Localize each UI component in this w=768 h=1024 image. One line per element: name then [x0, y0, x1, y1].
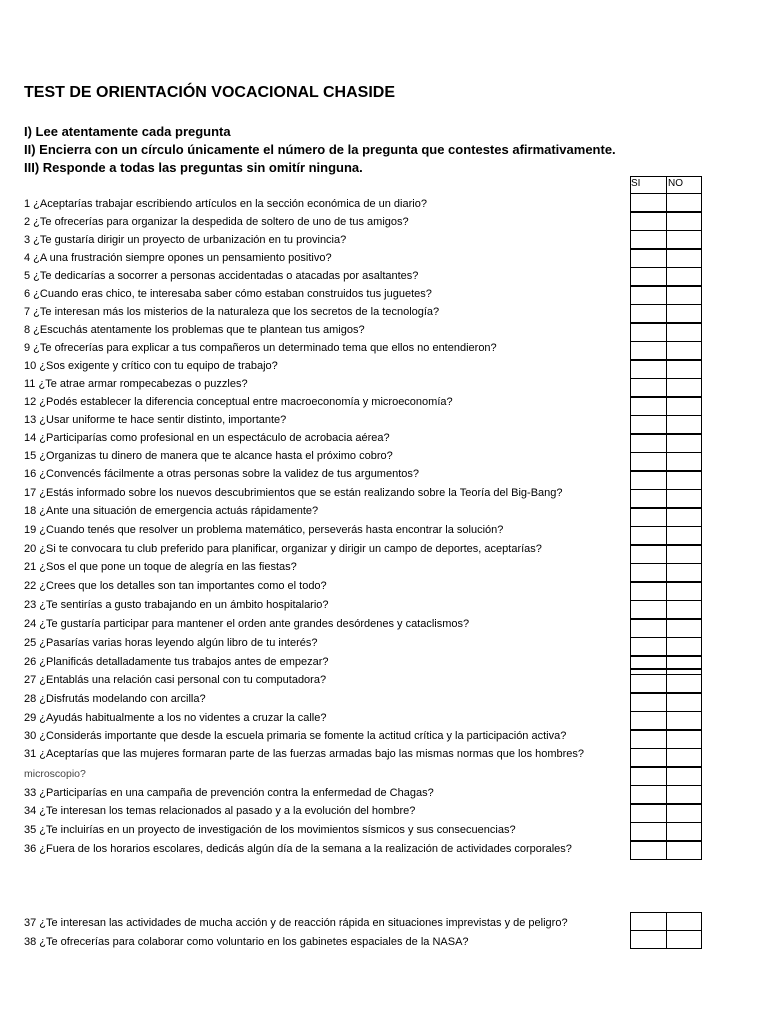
answer-cell-si[interactable]	[630, 193, 667, 212]
question-item: 29 ¿Ayudás habitualmente a los no videntes a cruzar la calle?	[24, 712, 327, 724]
question-item: 5 ¿Te dedicarías a socorrer a personas accidentadas o atacadas por asaltantes?	[24, 270, 419, 282]
instruction-2: II) Encierra con un círculo únicamente el número de la pregunta que contestes afirmativamente.	[24, 142, 616, 157]
answer-cell-no[interactable]	[666, 360, 702, 379]
answer-cell-si[interactable]	[630, 693, 667, 712]
answer-cell-no[interactable]	[666, 693, 702, 712]
question-item: 23 ¿Te sentirías a gusto trabajando en un ámbito hospitalario?	[24, 599, 329, 611]
answer-cell-no[interactable]	[666, 304, 702, 323]
answer-cell-no[interactable]	[666, 249, 702, 268]
answer-cell-si[interactable]	[630, 286, 667, 305]
answer-cell-no[interactable]	[666, 656, 702, 675]
answer-cell-no[interactable]	[666, 212, 702, 231]
question-item: 25 ¿Pasarías varias horas leyendo algún libro de tu interés?	[24, 637, 318, 649]
answer-cell-si[interactable]	[630, 397, 667, 416]
answer-cell-no[interactable]	[666, 526, 702, 545]
question-item: 4 ¿A una frustración siempre opones un pensamiento positivo?	[24, 252, 332, 264]
answer-cell-no[interactable]	[666, 767, 702, 786]
question-item: 10 ¿Sos exigente y crítico con tu equipo de trabajo?	[24, 360, 278, 372]
question-item: 2 ¿Te ofrecerías para organizar la despedida de soltero de uno de tus amigos?	[24, 216, 409, 228]
question-item: 7 ¿Te interesan más los misterios de la naturaleza que los secretos de la tecnología?	[24, 306, 440, 318]
question-item: 9 ¿Te ofrecerías para explicar a tus compañeros un determinado tema que ellos no entendieron?	[24, 342, 497, 354]
answer-cell-no[interactable]	[666, 600, 702, 619]
answer-cell-no[interactable]	[666, 286, 702, 305]
answer-cell-no[interactable]	[666, 804, 702, 823]
answer-cell-no[interactable]	[666, 471, 702, 490]
answer-cell-si[interactable]	[630, 471, 667, 490]
question-item: 16 ¿Convencés fácilmente a otras personas sobre la validez de tus argumentos?	[24, 468, 419, 480]
answer-cell-no[interactable]	[666, 323, 702, 342]
question-item: microscopio?	[24, 768, 86, 780]
answer-cell-no[interactable]	[666, 397, 702, 416]
answer-cell-no[interactable]	[666, 730, 702, 749]
answer-cell-no[interactable]	[666, 841, 702, 860]
question-item: 8 ¿Escuchás atentamente los problemas que te plantean tus amigos?	[24, 324, 365, 336]
answer-cell-si[interactable]	[630, 212, 667, 231]
question-item: 17 ¿Estás informado sobre los nuevos descubrimientos que se están realizando sobre la Teoría del Big-Bang?	[24, 487, 563, 499]
answer-cell-si[interactable]	[630, 600, 667, 619]
row-separator	[630, 668, 702, 670]
column-header-si: SI	[631, 178, 641, 189]
question-item: 33 ¿Participarías en una campaña de prevención contra la enfermedad de Chagas?	[24, 787, 434, 799]
question-item: 36 ¿Fuera de los horarios escolares, dedicás algún día de la semana a la realización de actividades corporales?	[24, 843, 572, 855]
answer-cell-si[interactable]	[630, 378, 667, 397]
answer-cell-si[interactable]	[630, 841, 667, 860]
answer-cell-si[interactable]	[630, 730, 667, 749]
answer-cell-no[interactable]	[666, 930, 702, 949]
answer-cell-no[interactable]	[666, 230, 702, 249]
question-item: 34 ¿Te interesan los temas relacionados al pasado y a la evolución del hombre?	[24, 805, 416, 817]
answer-cell-si[interactable]	[630, 304, 667, 323]
question-item: 11 ¿Te atrae armar rompecabezas o puzzles?	[24, 378, 248, 390]
answer-cell-si[interactable]	[630, 434, 667, 453]
answer-cell-no[interactable]	[666, 267, 702, 286]
question-item: 20 ¿Si te convocara tu club preferido para planificar, organizar y dirigir un campo de deportes, aceptarías?	[24, 543, 542, 555]
answer-cell-si[interactable]	[630, 545, 667, 564]
answer-cell-si[interactable]	[630, 508, 667, 527]
question-item: 30 ¿Considerás importante que desde la escuela primaria se fomente la actitud crítica y la participación activa?	[24, 730, 567, 742]
answer-cell-si[interactable]	[630, 582, 667, 601]
answer-cell-si[interactable]	[630, 452, 667, 471]
answer-cell-si[interactable]	[630, 637, 667, 656]
question-item: 31 ¿Aceptarías que las mujeres formaran parte de las fuerzas armadas bajo las mismas normas que los hombres?	[24, 748, 585, 760]
answer-cell-si[interactable]	[630, 804, 667, 823]
answer-cell-si[interactable]	[630, 656, 667, 675]
question-item: 18 ¿Ante una situación de emergencia actuás rápidamente?	[24, 505, 319, 517]
header-cell-no[interactable]	[666, 176, 702, 194]
answer-cell-no[interactable]	[666, 748, 702, 767]
answer-cell-no[interactable]	[666, 378, 702, 397]
answer-cell-si[interactable]	[630, 619, 667, 638]
question-item: 24 ¿Te gustaría participar para mantener el orden ante grandes desórdenes y cataclismos?	[24, 618, 470, 630]
question-item: 1 ¿Aceptarías trabajar escribiendo artículos en la sección económica de un diario?	[24, 198, 427, 210]
answer-cell-si[interactable]	[630, 323, 667, 342]
answer-cell-no[interactable]	[666, 912, 702, 931]
question-item: 22 ¿Crees que los detalles son tan importantes como el todo?	[24, 580, 327, 592]
answer-cell-no[interactable]	[666, 341, 702, 360]
answer-cell-si[interactable]	[630, 785, 667, 804]
test-title: TEST DE ORIENTACIÓN VOCACIONAL CHASIDE	[24, 84, 395, 101]
instruction-1: I) Lee atentamente cada pregunta	[24, 124, 231, 139]
answer-cell-no[interactable]	[666, 193, 702, 212]
header-cell-si[interactable]	[630, 176, 667, 194]
answer-cell-no[interactable]	[666, 434, 702, 453]
answer-cell-si[interactable]	[630, 912, 667, 931]
answer-cell-si[interactable]	[630, 489, 667, 508]
answer-cell-si[interactable]	[630, 767, 667, 786]
question-item: 38 ¿Te ofrecerías para colaborar como voluntario en los gabinetes espaciales de la NASA?	[24, 936, 469, 948]
question-item: 19 ¿Cuando tenés que resolver un problema matemático, perseverás hasta encontrar la solución?	[24, 524, 504, 536]
column-header-no: NO	[668, 178, 683, 189]
question-item: 3 ¿Te gustaría dirigir un proyecto de urbanización en tu provincia?	[24, 234, 347, 246]
answer-cell-si[interactable]	[630, 674, 667, 693]
answer-cell-no[interactable]	[666, 563, 702, 582]
question-item: 28 ¿Disfrutás modelando con arcilla?	[24, 693, 206, 705]
question-item: 6 ¿Cuando eras chico, te interesaba saber cómo estaban construidos tus juguetes?	[24, 288, 432, 300]
answer-cell-no[interactable]	[666, 545, 702, 564]
answer-cell-si[interactable]	[630, 822, 667, 841]
question-item: 15 ¿Organizas tu dinero de manera que te alcance hasta el próximo cobro?	[24, 450, 393, 462]
answer-cell-si[interactable]	[630, 360, 667, 379]
instruction-3: III) Responde a todas las preguntas sin omitír ninguna.	[24, 160, 363, 175]
answer-cell-si[interactable]	[630, 267, 667, 286]
answer-cell-no[interactable]	[666, 822, 702, 841]
answer-cell-si[interactable]	[630, 748, 667, 767]
question-item: 27 ¿Entablás una relación casi personal con tu computadora?	[24, 674, 327, 686]
answer-cell-no[interactable]	[666, 452, 702, 471]
answer-cell-no[interactable]	[666, 637, 702, 656]
answer-cell-si[interactable]	[630, 249, 667, 268]
answer-cell-no[interactable]	[666, 508, 702, 527]
question-item: 13 ¿Usar uniforme te hace sentir distinto, importante?	[24, 414, 287, 426]
answer-cell-no[interactable]	[666, 674, 702, 693]
answer-cell-si[interactable]	[630, 563, 667, 582]
answer-cell-si[interactable]	[630, 711, 667, 730]
question-item: 35 ¿Te incluirías en un proyecto de investigación de los movimientos sísmicos y sus consecuencias?	[24, 824, 516, 836]
answer-cell-si[interactable]	[630, 230, 667, 249]
answer-cell-no[interactable]	[666, 711, 702, 730]
answer-cell-si[interactable]	[630, 341, 667, 360]
answer-cell-no[interactable]	[666, 619, 702, 638]
answer-cell-no[interactable]	[666, 489, 702, 508]
question-item: 12 ¿Podés establecer la diferencia conceptual entre macroeconomía y microeconomía?	[24, 396, 453, 408]
question-item: 14 ¿Participarías como profesional en un espectáculo de acrobacia aérea?	[24, 432, 390, 444]
answer-cell-si[interactable]	[630, 930, 667, 949]
answer-cell-no[interactable]	[666, 582, 702, 601]
question-item: 21 ¿Sos el que pone un toque de alegría en las fiestas?	[24, 561, 297, 573]
answer-cell-si[interactable]	[630, 526, 667, 545]
answer-cell-si[interactable]	[630, 415, 667, 434]
answer-cell-no[interactable]	[666, 785, 702, 804]
answer-cell-no[interactable]	[666, 415, 702, 434]
question-item: 26 ¿Planificás detalladamente tus trabajos antes de empezar?	[24, 656, 329, 668]
question-item: 37 ¿Te interesan las actividades de mucha acción y de reacción rápida en situaciones imprevistas y de peligro?	[24, 917, 568, 929]
